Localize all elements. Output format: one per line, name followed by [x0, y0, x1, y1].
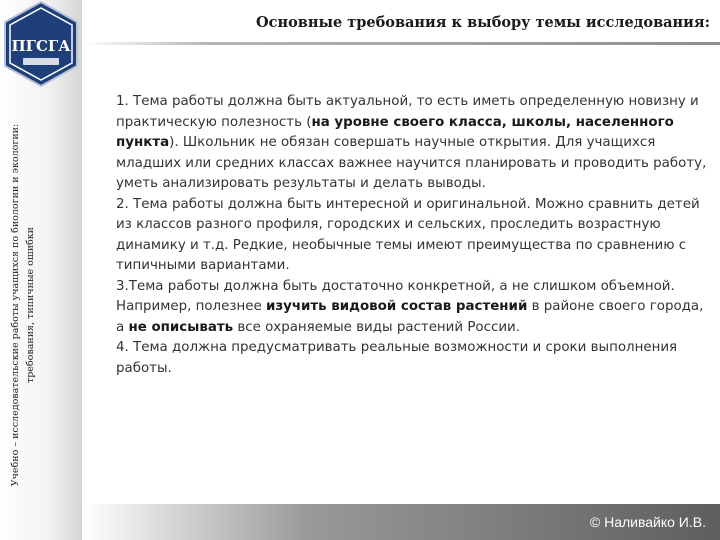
- author-credit: © Наливайко И.В.: [589, 514, 706, 530]
- title-divider: [82, 42, 720, 45]
- requirement-1: 1. Тема работы должна быть актуальной, то есть иметь определенную новизну и практическую полезность (на уровне своего класса, школы, населенного пункта). Школьник не обязан совершать научные открытия. Для учащихся младших или средних классах важнее научится планировать и проводить работу, уметь анализировать результаты и делать выводы.: [116, 94, 707, 191]
- requirement-3: 3.Тема работы должна быть достаточно конкретной, а не слишком объемной. Например, полезнее изучить видовой состав растений в районе своего города, а не описывать все охраняемые виды растений России.: [116, 278, 704, 335]
- sidebar: [0, 0, 82, 540]
- requirements-list: [116, 92, 708, 379]
- logo-abbreviation: ПГСГА: [11, 37, 71, 55]
- footer-bar: [82, 504, 720, 540]
- requirement-4: 4. Тема должна предусматривать реальные возможности и сроки выполнения работы.: [116, 340, 678, 376]
- sidebar-caption: [8, 90, 38, 520]
- caption-line-1: Учебно – исследовательские работы учащихся по биологии и экологии:: [10, 123, 21, 487]
- caption-line-2: требования, типичные ошибки: [25, 226, 36, 384]
- university-logo: [1, 0, 81, 88]
- page-title: Основные требования к выбору темы исследования:: [256, 14, 710, 31]
- requirement-2: 2. Тема работы должна быть интересной и оригинальной. Можно сравнить детей из классов разного профиля, городских и сельских, проследить возрастную динамику и т.д. Редкие, необычные темы имеют преимущества по сравнению с типичными вариантами.: [116, 196, 700, 273]
